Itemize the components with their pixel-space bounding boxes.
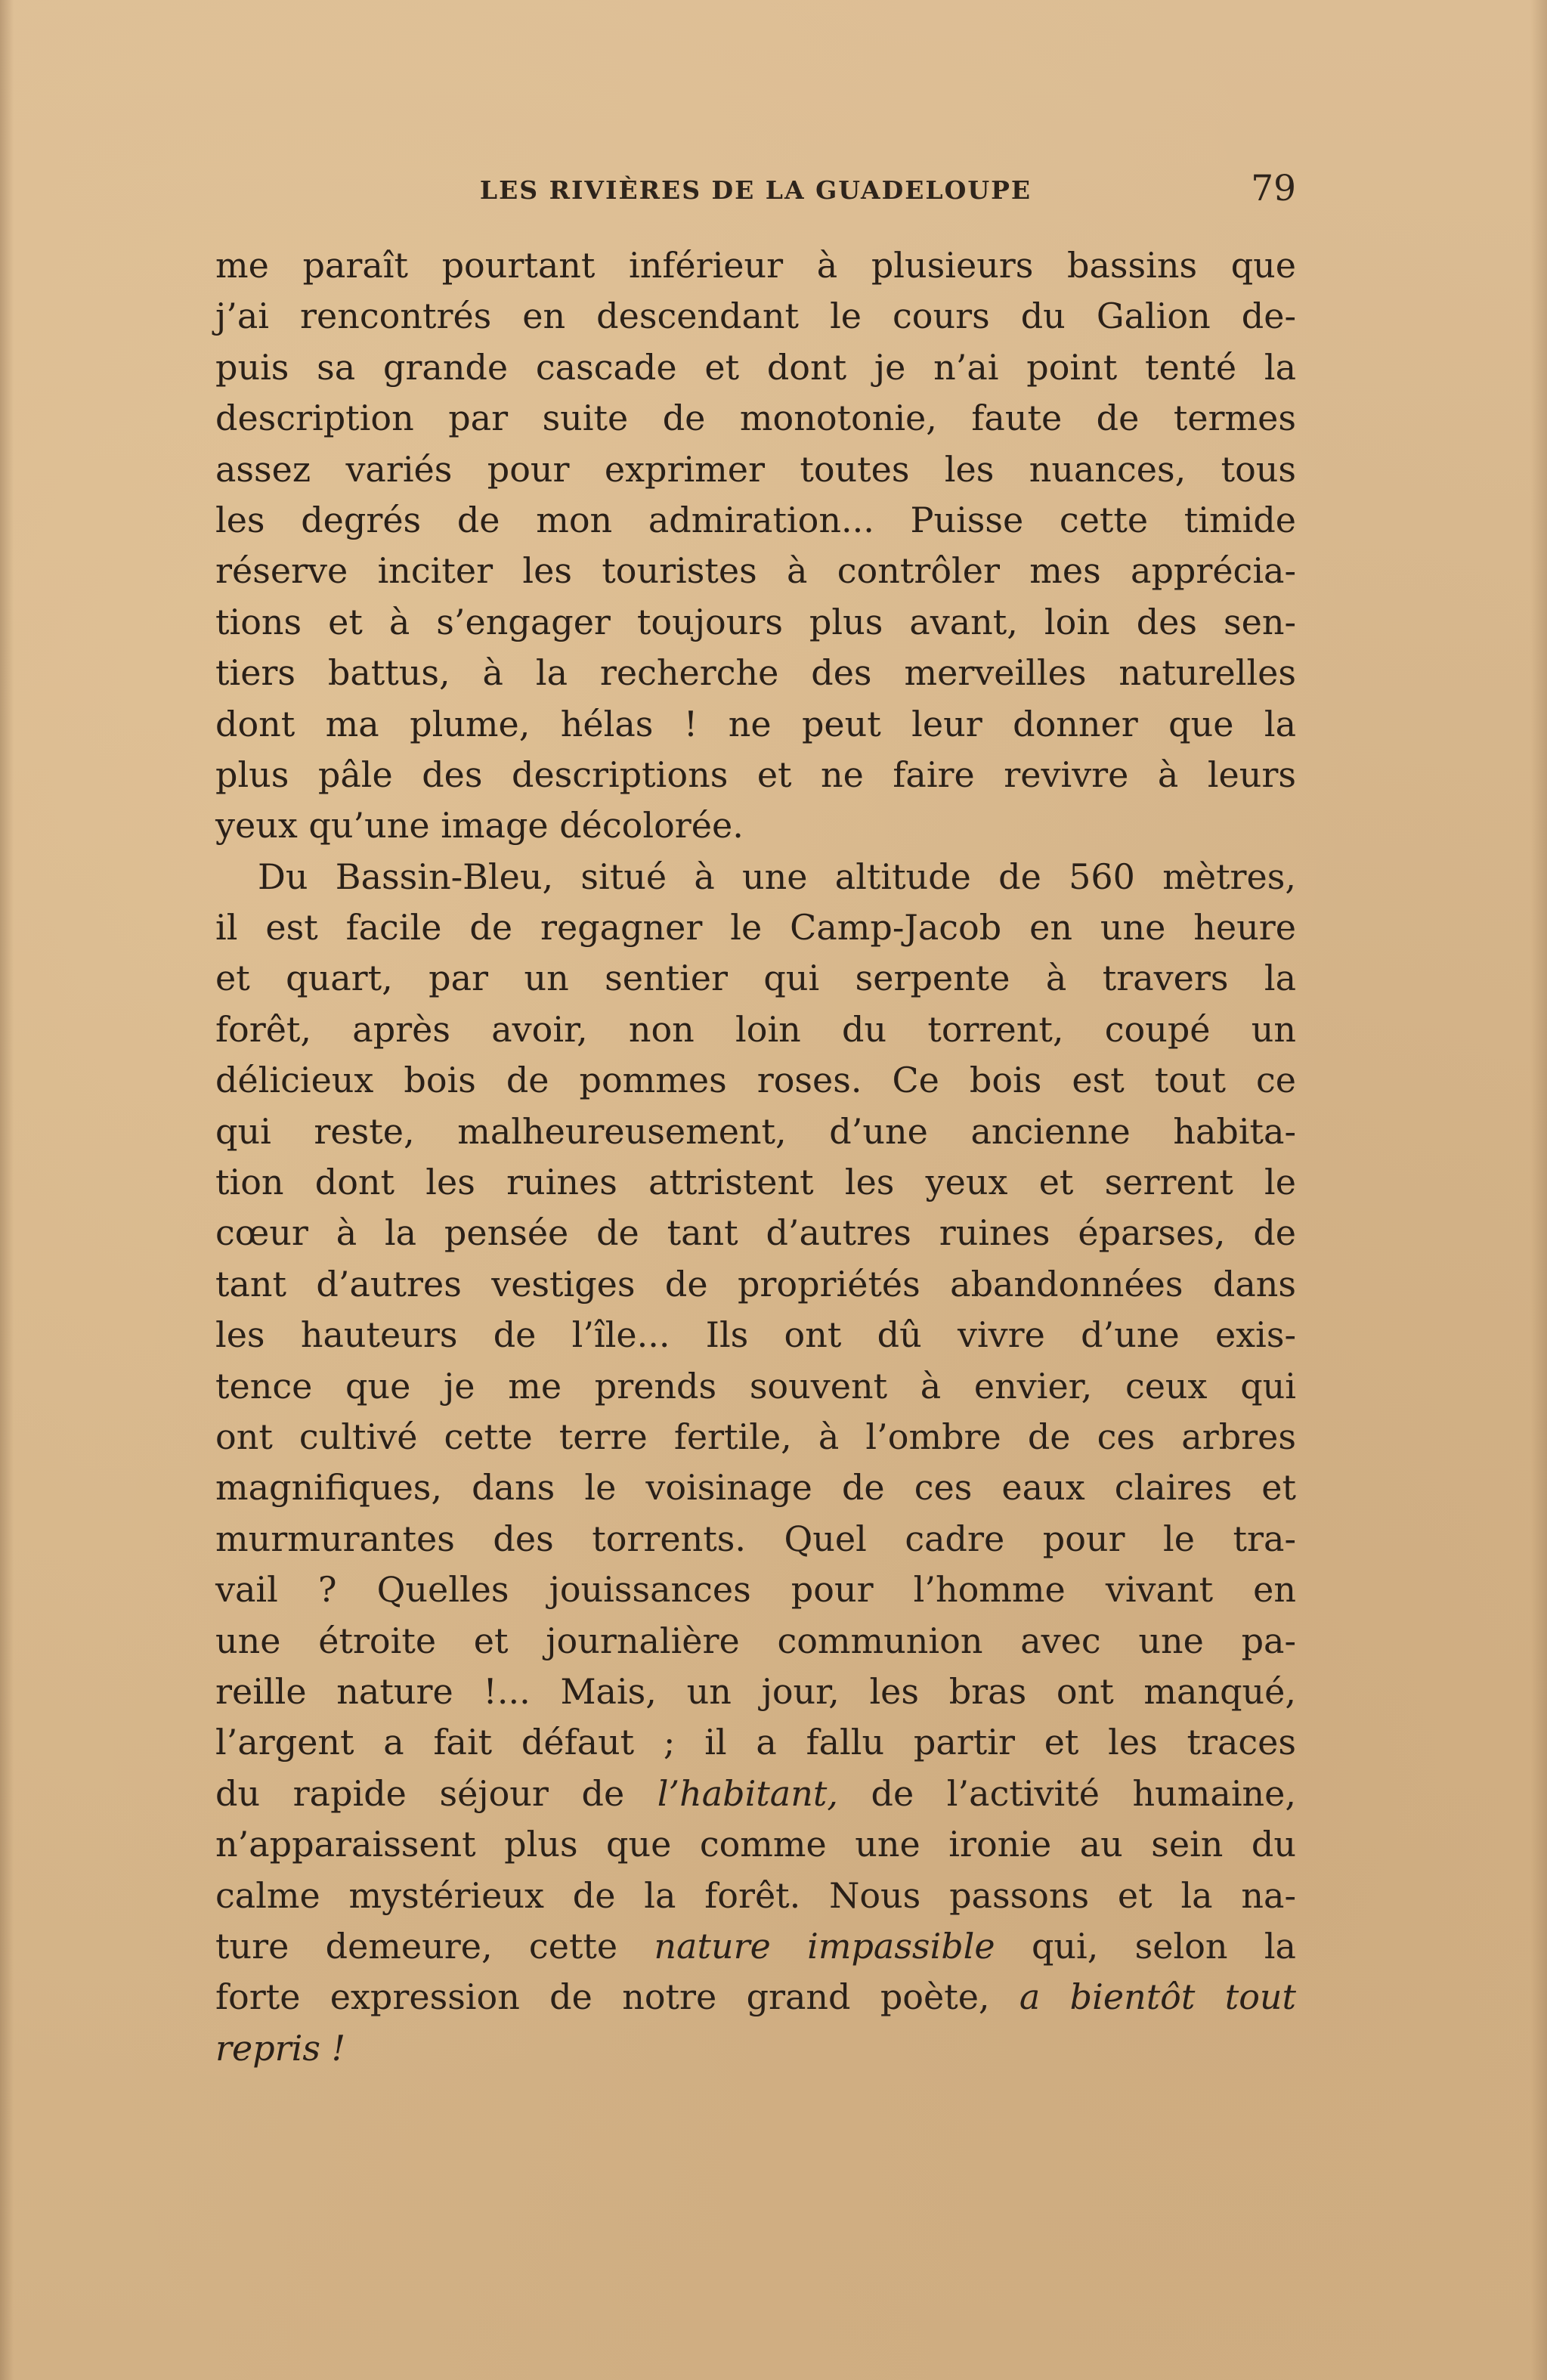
text-line: tence que je me prends souvent à envier, ceux qui (215, 1365, 1296, 1407)
text-line: vail ? Quelles jouissances pour l’homme vivant en (215, 1569, 1296, 1611)
text-line: ont cultivé cette terre fertile, à l’ombre de ces arbres (215, 1416, 1296, 1457)
body-text (215, 240, 1296, 2074)
text-line-with-italic (215, 1972, 1296, 2023)
paragraph-end-line: yeux qu’une image décolorée. (215, 805, 744, 846)
text-line: murmurantes des torrents. Quel cadre pour le tra- (215, 1518, 1296, 1559)
italic-phrase: repris ! (215, 2027, 346, 2069)
text-line: réserve inciter les touristes à contrôler mes apprécia- (215, 550, 1296, 592)
text-line: les hauteurs de l’île... Ils ont dû vivre d’une exis- (215, 1314, 1296, 1356)
italic-phrase: l’habitant, (657, 1772, 838, 1814)
text-line: et quart, par un sentier qui serpente à travers la (215, 958, 1296, 999)
text-line: reille nature !... Mais, un jour, les bras ont manqué, (215, 1670, 1296, 1712)
text-line-with-italic (215, 1769, 1296, 1819)
text-line: plus pâle des descriptions et ne faire revivre à leurs (215, 754, 1296, 795)
line-text: forte expression de notre grand poète, (215, 1976, 1019, 2018)
text-line: une étroite et journalière communion avec une pa- (215, 1620, 1296, 1661)
text-line: assez variés pour exprimer toutes les nuances, tous (215, 448, 1296, 490)
text-line: cœur à la pensée de tant d’autres ruines éparses, de (215, 1212, 1296, 1254)
text-line-with-italic (215, 1921, 1296, 1972)
page-edge-left (0, 0, 14, 2380)
line-text: ture demeure, cette (215, 1925, 654, 1967)
text-line: calme mystérieux de la forêt. Nous passons et la na- (215, 1874, 1296, 1916)
text-line: tiers battus, à la recherche des merveilles naturelles (215, 652, 1296, 694)
running-title: LES RIVIÈRES DE LA GUADELOUPE (479, 175, 1032, 205)
line-text: qui, selon la (995, 1925, 1296, 1967)
text-line: description par suite de monotonie, faute de termes (215, 398, 1296, 439)
italic-phrase: a bientôt tout (1019, 1976, 1296, 2018)
text-line: il est facile de regagner le Camp-Jacob en une heure (215, 907, 1296, 949)
text-line: tions et à s’engager toujours plus avant, loin des sen- (215, 601, 1296, 642)
text-line: magnifiques, dans le voisinage de ces eaux claires et (215, 1467, 1296, 1509)
text-line: tant d’autres vestiges de propriétés abandonnées dans (215, 1263, 1296, 1305)
text-line: forêt, après avoir, non loin du torrent, coupé un (215, 1008, 1296, 1050)
italic-phrase: nature impassible (654, 1925, 995, 1967)
text-line: qui reste, malheureusement, d’une ancienne habita- (215, 1110, 1296, 1152)
paragraph-end-line (215, 2023, 1296, 2074)
page-edge-right (1530, 0, 1547, 2380)
text-line: n’apparaissent plus que comme une ironie au sein du (215, 1824, 1296, 1865)
page-number: 79 (1251, 168, 1296, 209)
line-text: de l’activité humaine, (837, 1772, 1297, 1814)
text-line: puis sa grande cascade et dont je n’ai point tenté la (215, 346, 1296, 388)
line-text: du rapide séjour de (215, 1772, 657, 1814)
text-line: les degrés de mon admiration... Puisse cette timide (215, 499, 1296, 540)
paragraph-start-line: Du Bassin-Bleu, situé à une altitude de 560 mètres, (258, 856, 1296, 897)
text-line: j’ai rencontrés en descendant le cours du Galion de- (215, 296, 1296, 337)
text-line: tion dont les ruines attristent les yeux et serrent le (215, 1162, 1296, 1203)
text-line: délicieux bois de pommes roses. Ce bois est tout ce (215, 1060, 1296, 1101)
running-head (215, 168, 1296, 213)
text-line: l’argent a fait défaut ; il a fallu partir et les traces (215, 1722, 1296, 1763)
text-line: me paraît pourtant inférieur à plusieurs bassins que (215, 245, 1296, 286)
text-line: dont ma plume, hélas ! ne peut leur donner que la (215, 703, 1296, 744)
